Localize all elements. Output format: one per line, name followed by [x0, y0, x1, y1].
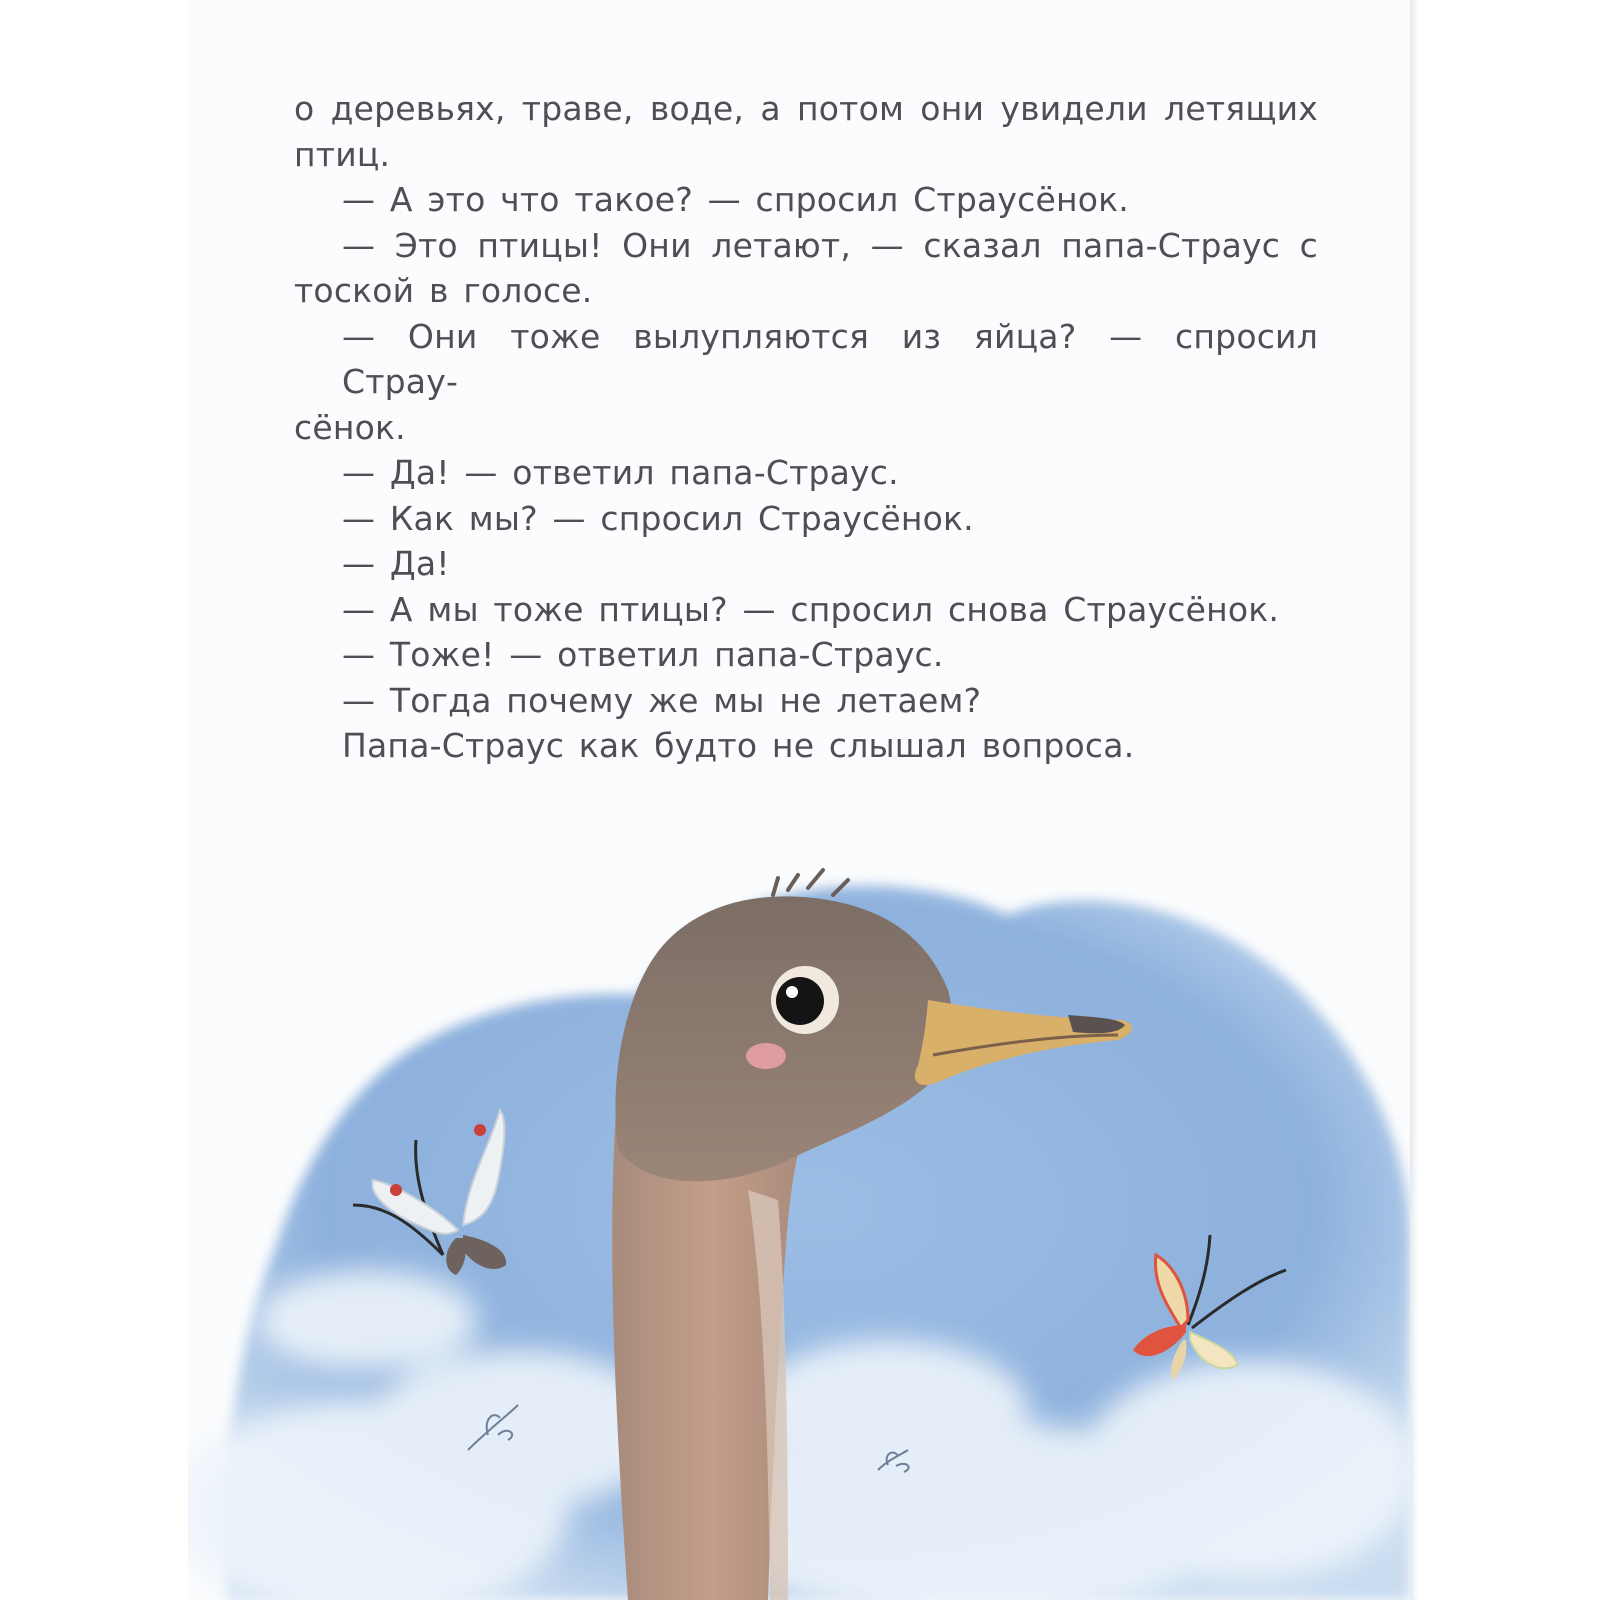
text-line-11: — А мы тоже птицы? — спросил снова Страусёнок.	[342, 589, 1280, 629]
ostrich-neck	[612, 1110, 808, 1600]
text-line-8: — Да! — ответил папа-Страус.	[342, 453, 899, 492]
text-line-5: тоской в голосе.	[294, 271, 593, 310]
text-line-3: — А это что такое? — спросил Страусёнок.	[342, 180, 1129, 219]
text-line-1: о деревьях, траве, воде, а потом они увидели летящих	[294, 89, 1318, 128]
text-line-4: — Это птицы! Они летают, — сказал папа-Страус с	[342, 225, 1318, 265]
text-line-9: — Как мы? — спросил Страусёнок.	[342, 498, 974, 538]
text-line-7: сёнок.	[294, 407, 406, 447]
page-edge	[1410, 0, 1418, 1600]
text-line-12: — Тоже! — ответил папа-Страус.	[342, 635, 944, 674]
text-line-10: — Да!	[342, 544, 450, 583]
text-line-14: Папа-Страус как будто не слышал вопроса.	[342, 726, 1135, 765]
text-line-2: птиц.	[294, 134, 391, 174]
text-line-6: — Они тоже вылупляются из яйца? — спросил Страу-	[342, 316, 1318, 401]
story-text	[294, 86, 1318, 769]
ostrich-illustration	[188, 820, 1410, 1600]
text-line-13: — Тогда почему же мы не летаем?	[342, 680, 982, 720]
